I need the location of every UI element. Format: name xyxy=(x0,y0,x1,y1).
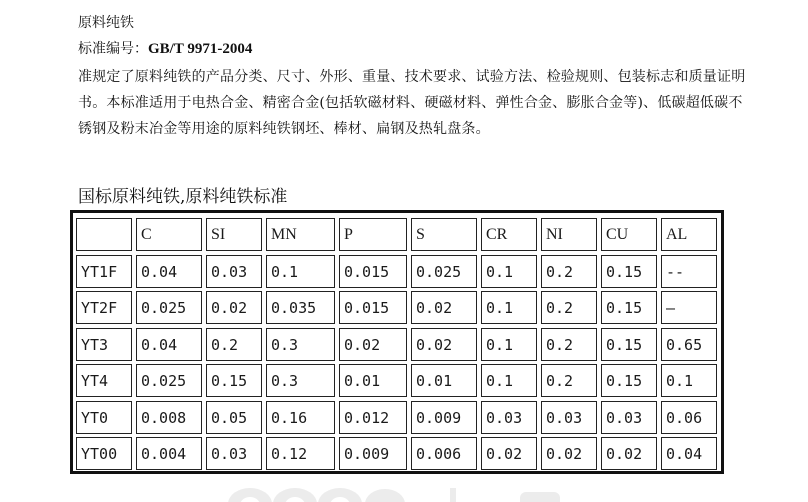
table-cell: 0.2 xyxy=(206,328,262,361)
table-cell: 0.3 xyxy=(266,328,335,361)
table-cell: 0.015 xyxy=(339,255,407,288)
table-cell: 0.006 xyxy=(411,437,477,470)
table-cell: 0.009 xyxy=(411,401,477,434)
watermark-logo xyxy=(190,474,650,502)
header-cell-cu: CU xyxy=(601,218,657,251)
table-cell: 0.004 xyxy=(136,437,202,470)
table-cell: — xyxy=(661,291,717,324)
table-cell: 0.035 xyxy=(266,291,335,324)
header-cell-s: S xyxy=(411,218,477,251)
standard-number: GB/T 9971-2004 xyxy=(148,41,253,57)
table-cell: 0.02 xyxy=(339,328,407,361)
table-cell: 0.04 xyxy=(136,255,202,288)
header-cell-grade xyxy=(76,218,132,251)
table-cell: 0.12 xyxy=(266,437,335,470)
table-cell: 0.02 xyxy=(541,437,597,470)
table-cell: 0.1 xyxy=(481,255,537,288)
table-cell: 0.1 xyxy=(266,255,335,288)
table-cell: 0.03 xyxy=(541,401,597,434)
document-title: 原料纯铁 xyxy=(78,15,134,31)
standard-number-line xyxy=(78,40,252,58)
table-cell: 0.04 xyxy=(661,437,717,470)
table-cell: 0.025 xyxy=(136,291,202,324)
table-cell: 0.15 xyxy=(206,364,262,397)
table-cell: 0.3 xyxy=(266,364,335,397)
header-cell-mn: MN xyxy=(266,218,335,251)
table-cell: 0.02 xyxy=(411,291,477,324)
header-cell-c: C xyxy=(136,218,202,251)
table-cell: 0.009 xyxy=(339,437,407,470)
table-cell: 0.04 xyxy=(136,328,202,361)
table-cell: 0.2 xyxy=(541,364,597,397)
table-caption: 国标原料纯铁,原料纯铁标准 xyxy=(78,187,288,207)
table-cell: 0.2 xyxy=(541,291,597,324)
table-cell: 0.2 xyxy=(541,255,597,288)
table-cell: 0.03 xyxy=(481,401,537,434)
table-cell: 0.15 xyxy=(601,291,657,324)
table-cell: 0.02 xyxy=(206,291,262,324)
table-cell: 0.012 xyxy=(339,401,407,434)
table-cell: 0.03 xyxy=(206,255,262,288)
table-cell: 0.16 xyxy=(266,401,335,434)
table-cell: 0.1 xyxy=(481,291,537,324)
table-cell: 0.15 xyxy=(601,255,657,288)
grade-cell: YT3 xyxy=(76,328,132,361)
table-cell: 0.01 xyxy=(339,364,407,397)
table-cell: 0.65 xyxy=(661,328,717,361)
header-cell-p: P xyxy=(339,218,407,251)
header-cell-ni: NI xyxy=(541,218,597,251)
table-cell: 0.015 xyxy=(339,291,407,324)
table-cell: 0.008 xyxy=(136,401,202,434)
table-cell: 0.06 xyxy=(661,401,717,434)
table-cell: 0.03 xyxy=(206,437,262,470)
standard-label: 标准编号： xyxy=(78,41,148,57)
table-cell: -- xyxy=(661,255,717,288)
header-cell-si: SI xyxy=(206,218,262,251)
table-cell: 0.1 xyxy=(481,364,537,397)
table-cell: 0.025 xyxy=(136,364,202,397)
table-cell: 0.15 xyxy=(601,364,657,397)
table-cell: 0.025 xyxy=(411,255,477,288)
table-cell: 0.1 xyxy=(481,328,537,361)
table-cell: 0.01 xyxy=(411,364,477,397)
table-cell: 0.05 xyxy=(206,401,262,434)
grade-cell: YT2F xyxy=(76,291,132,324)
table-cell: 0.1 xyxy=(661,364,717,397)
grade-cell: YT00 xyxy=(76,437,132,470)
grade-cell: YT0 xyxy=(76,401,132,434)
standard-description: 准规定了原料纯铁的产品分类、尺寸、外形、重量、技术要求、试验方法、检验规则、包装标志和质量证明书。本标准适用于电热合金、精密合金(包括软磁材料、硬磁材料、弹性合金、膨胀合金等)、低碳超低碳不锈钢及粉末冶金等用途的原料纯铁钢坯、棒材、扁钢及热轧盘条。 xyxy=(78,69,746,137)
header-cell-al: AL xyxy=(661,218,717,251)
table-cell: 0.03 xyxy=(601,401,657,434)
grade-cell: YT1F xyxy=(76,255,132,288)
table-cell: 0.2 xyxy=(541,328,597,361)
table-cell: 0.02 xyxy=(481,437,537,470)
header-cell-cr: CR xyxy=(481,218,537,251)
grade-cell: YT4 xyxy=(76,364,132,397)
composition-table xyxy=(70,210,724,474)
table-cell: 0.02 xyxy=(601,437,657,470)
table-cell: 0.02 xyxy=(411,328,477,361)
table-cell: 0.15 xyxy=(601,328,657,361)
